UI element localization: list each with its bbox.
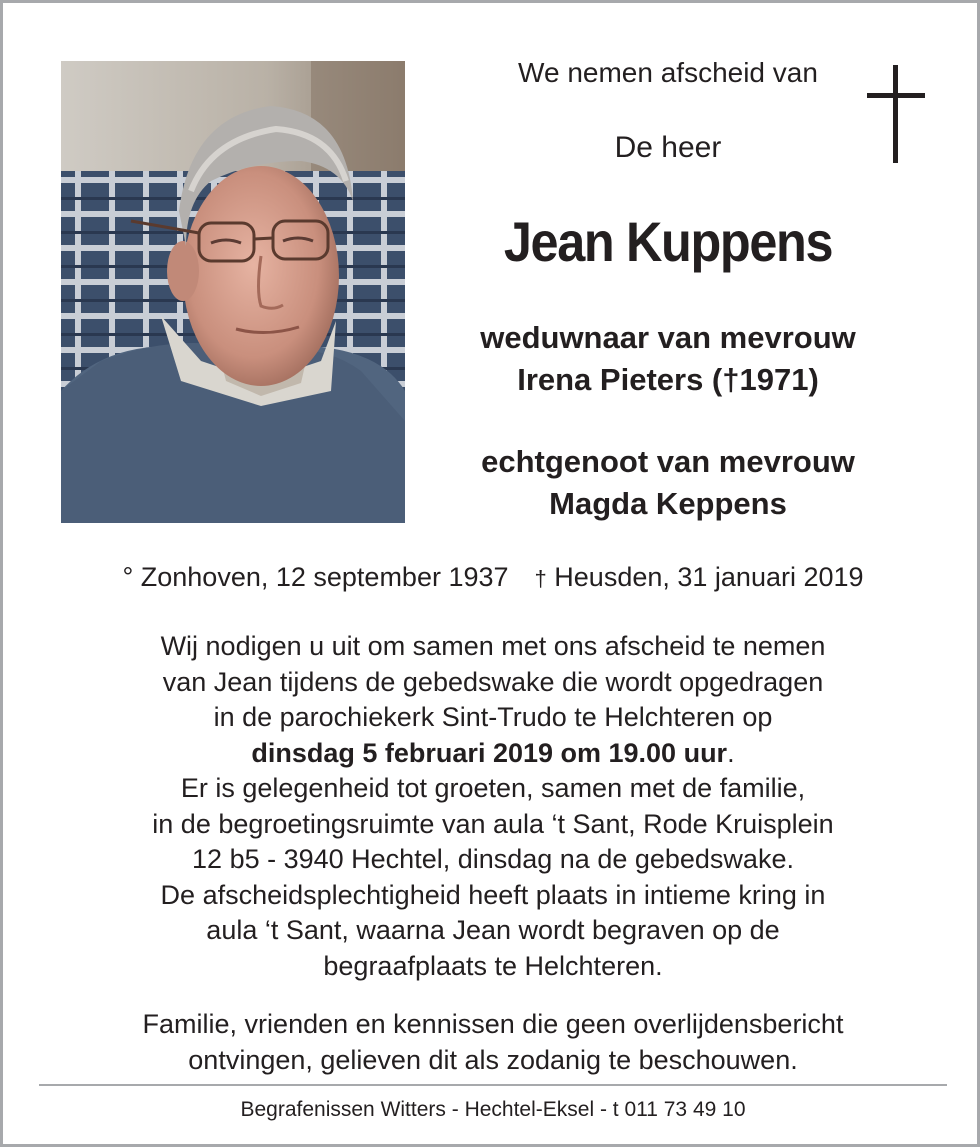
death-date: Heusden, 31 januari 2019 (554, 562, 864, 592)
body-line: aula ‘t Sant, waarna Jean wordt begraven op de (206, 915, 780, 945)
widower-line: Irena Pieters (†1971) (517, 362, 819, 397)
body-line: 12 b5 - 3940 Hechtel, dinsdag na de gebedswake. (192, 844, 794, 874)
spouse-line: echtgenoot van mevrouw (481, 444, 855, 479)
body-line: Er is gelegenheid tot groeten, samen met de familie, (180, 773, 806, 803)
vigil-datetime: dinsdag 5 februari 2019 om 19.00 uur (251, 737, 728, 768)
widower-line: weduwnaar van mevrouw (480, 320, 856, 355)
body-line: Wij nodigen u uit om samen met ons afscheid te nemen (160, 631, 826, 661)
vigil-period: . (727, 737, 735, 768)
birth-date: ° Zonhoven, 12 september 1937 (122, 562, 509, 592)
portrait-illustration (61, 61, 405, 523)
death-symbol: † (534, 566, 547, 591)
body-line: De afscheidsplechtigheid heeft plaats in intieme kring in (160, 879, 826, 910)
closing-line: Familie, vrienden en kennissen die geen overlijdensbericht (142, 1009, 844, 1039)
body-line: in de parochiekerk Sint-Trudo te Helchteren op (213, 702, 773, 732)
closing-line: ontvingen, gelieven dit als zodanig te beschouwen. (188, 1044, 798, 1075)
closing-text (43, 1007, 943, 1078)
spouse-line: Magda Keppens (549, 486, 787, 521)
intro-text: We nemen afscheid van (518, 57, 818, 88)
deceased-name: Jean Kuppens (503, 210, 833, 273)
invitation-text (43, 629, 943, 984)
birth-death-dates (43, 558, 943, 598)
title-prefix: De heer (614, 131, 722, 164)
footer-divider (39, 1084, 947, 1086)
body-line (43, 736, 943, 772)
spouse-block (441, 441, 895, 525)
portrait-photo (61, 61, 405, 523)
body-line: begraafplaats te Helchteren. (323, 950, 663, 981)
body-line: van Jean tijdens de gebedswake die wordt opgedragen (162, 666, 824, 697)
funeral-home-footer: Begrafenissen Witters - Hechtel-Eksel - t 011 73 49 10 (240, 1098, 746, 1121)
widower-block (441, 317, 895, 401)
body-line: in de begroetingsruimte van aula ‘t Sant, Rode Kruisplein (152, 808, 834, 839)
